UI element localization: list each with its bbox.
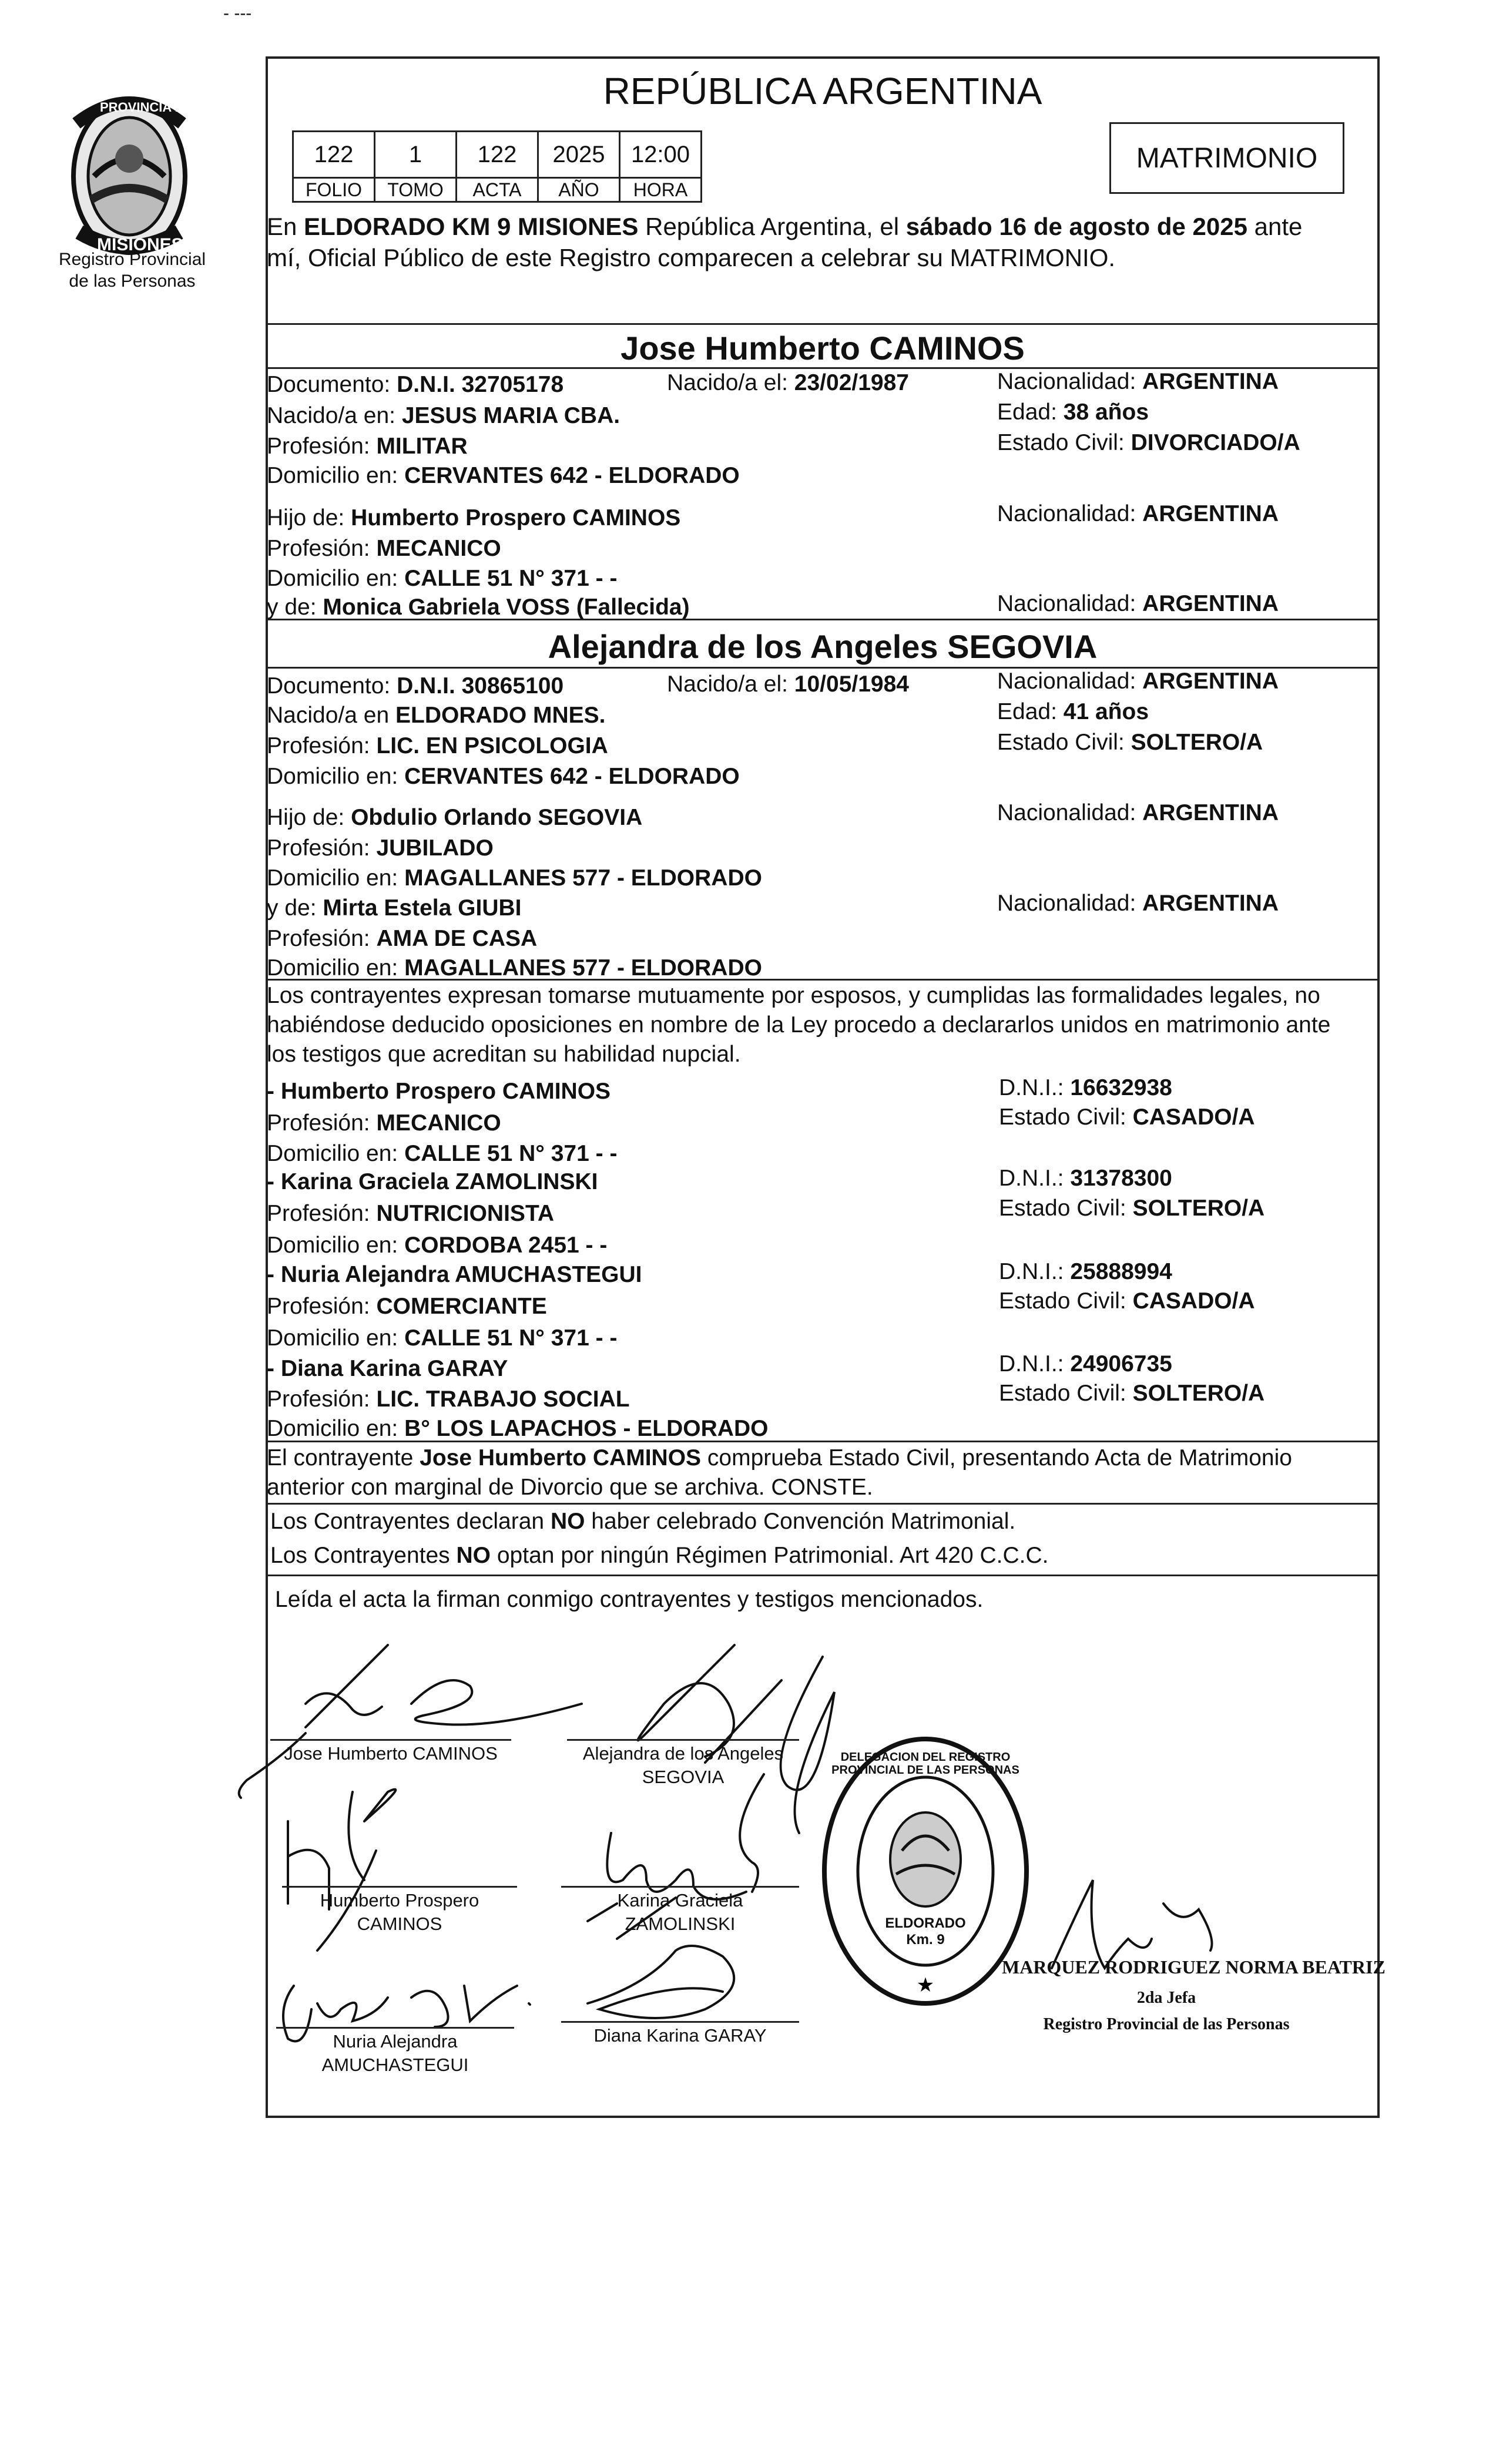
groom-documento: Documento: D.N.I. 32705178 — [267, 372, 564, 397]
ano-value: 2025 — [537, 130, 620, 179]
regime-line-1: Los Contrayentes declaran NO haber celebrado Convención Matrimonial. — [270, 1509, 1016, 1534]
witness-2-domicilio: Domicilio en: CORDOBA 2451 - - — [267, 1233, 608, 1258]
groom-father-domicilio: Domicilio en: CALLE 51 N° 371 - - — [267, 566, 618, 591]
bride-mother-nacionalidad: Nacionalidad: ARGENTINA — [997, 891, 1279, 916]
bride-mother-domicilio: Domicilio en: MAGALLANES 577 - ELDORADO — [267, 955, 762, 981]
witness-3-profesion: Profesión: COMERCIANTE — [267, 1294, 547, 1319]
signature-bride-label-2: SEGOVIA — [642, 1767, 724, 1787]
bride-edad: Edad: 41 años — [997, 699, 1149, 724]
ano-label: AÑO — [537, 177, 620, 203]
groom-father-name: Hijo de: Humberto Prospero CAMINOS — [267, 505, 681, 531]
type-badge: MATRIMONIO — [1109, 122, 1344, 194]
bride-nacido-en: Nacido/a en ELDORADO MNES. — [267, 703, 606, 728]
groom-estado-civil: Estado Civil: DIVORCIADO/A — [997, 430, 1300, 455]
tomo-value: 1 — [374, 130, 457, 179]
official-role: 2da Jefa — [1136, 1989, 1196, 2007]
signature-line-bride — [567, 1739, 799, 1741]
signature-witness-2-label-2: ZAMOLINSKI — [625, 1914, 736, 1934]
signature-witness-3-label-1: Nuria Alejandra — [333, 2031, 458, 2052]
tomo-label: TOMO — [374, 177, 457, 203]
bride-father-domicilio: Domicilio en: MAGALLANES 577 - ELDORADO — [267, 865, 762, 891]
official-org: Registro Provincial de las Personas — [1043, 2015, 1290, 2033]
intro-line-1: En ELDORADO KM 9 MISIONES República Argentina, el sábado 16 de agosto de 2025 ante — [267, 213, 1303, 240]
groom-nacionalidad: Nacionalidad: ARGENTINA — [997, 369, 1279, 394]
logo-caption-2: de las Personas — [69, 271, 196, 291]
witness-3-estado-civil: Estado Civil: CASADO/A — [999, 1288, 1255, 1314]
witness-4-domicilio: Domicilio en: B° LOS LAPACHOS - ELDORADO — [267, 1416, 769, 1441]
bride-estado-civil: Estado Civil: SOLTERO/A — [997, 730, 1263, 755]
bride-father-name: Hijo de: Obdulio Orlando SEGOVIA — [267, 805, 643, 830]
witness-4-estado-civil: Estado Civil: SOLTERO/A — [999, 1381, 1265, 1406]
signature-line-witness-4 — [561, 2021, 799, 2023]
signature-witness-2-label-1: Karina Graciela — [617, 1890, 743, 1911]
intro-line-2: mí, Oficial Público de este Registro comparecen a celebrar su MATRIMONIO. — [267, 244, 1116, 271]
bride-father-profesion: Profesión: JUBILADO — [267, 835, 494, 861]
signature-line-witness-3 — [276, 2027, 514, 2029]
bride-documento: Documento: D.N.I. 30865100 — [267, 673, 564, 699]
bride-nacido-el: Nacido/a el: 10/05/1984 — [667, 672, 909, 697]
page-title: REPÚBLICA ARGENTINA — [603, 70, 1042, 112]
witness-1-name: - Humberto Prospero CAMINOS — [267, 1079, 611, 1104]
signature-witness-4-label: Diana Karina GARAY — [593, 2025, 767, 2046]
top-marks: - --- — [223, 4, 252, 23]
official-name: MARQUEZ RODRIGUEZ NORMA BEATRIZ — [1002, 1956, 1386, 1978]
folio-value: 122 — [292, 130, 375, 179]
witness-1-dni: D.N.I.: 16632938 — [999, 1075, 1172, 1100]
official-stamp — [820, 1733, 1031, 2009]
groom-father-nacionalidad: Nacionalidad: ARGENTINA — [997, 501, 1279, 526]
closing-text: Leída el acta la firman conmigo contrayentes y testigos mencionados. — [275, 1587, 984, 1612]
groom-profesion: Profesión: MILITAR — [267, 434, 468, 459]
witness-1-domicilio: Domicilio en: CALLE 51 N° 371 - - — [267, 1141, 618, 1166]
groom-mother-nacionalidad: Nacionalidad: ARGENTINA — [997, 591, 1279, 616]
note-line-2: anterior con marginal de Divorcio que se archiva. CONSTE. — [267, 1475, 873, 1500]
witness-4-dni: D.N.I.: 24906735 — [999, 1351, 1172, 1377]
bride-father-nacionalidad: Nacionalidad: ARGENTINA — [997, 800, 1279, 825]
witness-1-estado-civil: Estado Civil: CASADO/A — [999, 1105, 1255, 1130]
bride-nacionalidad: Nacionalidad: ARGENTINA — [997, 669, 1279, 694]
witness-4-profesion: Profesión: LIC. TRABAJO SOCIAL — [267, 1387, 630, 1412]
note-line-1: El contrayente Jose Humberto CAMINOS comprueba Estado Civil, presentando Acta de Matrimonio — [267, 1445, 1292, 1471]
signature-line-groom — [270, 1739, 511, 1741]
logo-caption-1: Registro Provincial — [58, 250, 206, 269]
regime-line-2: Los Contrayentes NO optan por ningún Régimen Patrimonial. Art 420 C.C.C. — [270, 1543, 1049, 1568]
declaration-line-1: Los contrayentes expresan tomarse mutuamente por esposos, y cumplidas las formalidades legales, no — [267, 983, 1320, 1008]
folio-label: FOLIO — [292, 177, 375, 203]
signature-groom-label: Jose Humberto CAMINOS — [284, 1743, 498, 1764]
bride-name: Alejandra de los Angeles SEGOVIA — [548, 628, 1098, 665]
witness-3-dni: D.N.I.: 25888994 — [999, 1259, 1172, 1284]
witness-3-domicilio: Domicilio en: CALLE 51 N° 371 - - — [267, 1325, 618, 1351]
groom-mother-name: y de: Monica Gabriela VOSS (Fallecida) — [267, 595, 690, 620]
seal-text-bottom: MISIONES — [97, 235, 183, 254]
bride-profesion: Profesión: LIC. EN PSICOLOGIA — [267, 733, 608, 758]
groom-nacido-el: Nacido/a el: 23/02/1987 — [667, 370, 909, 395]
witness-2-estado-civil: Estado Civil: SOLTERO/A — [999, 1196, 1265, 1221]
hora-label: HORA — [619, 177, 702, 203]
signature-witness-3-label-2: AMUCHASTEGUI — [321, 2055, 469, 2075]
stamp-ring-text: DELEGACION DEL REGISTRO PROVINCIAL DE LAS PERSONAS — [831, 1751, 1019, 1777]
hora-value: 12:00 — [619, 130, 702, 179]
signature-line-witness-2 — [561, 1886, 799, 1888]
acta-value: 122 — [455, 130, 539, 179]
groom-nacido-en: Nacido/a en: JESUS MARIA CBA. — [267, 403, 620, 428]
declaration-line-3: los testigos que acreditan su habilidad nupcial. — [267, 1042, 741, 1067]
bride-mother-profesion: Profesión: AMA DE CASA — [267, 926, 538, 951]
bride-mother-name: y de: Mirta Estela GIUBI — [267, 895, 522, 921]
witness-2-name: - Karina Graciela ZAMOLINSKI — [267, 1169, 598, 1194]
witness-2-dni: D.N.I.: 31378300 — [999, 1166, 1172, 1191]
groom-father-profesion: Profesión: MECANICO — [267, 536, 501, 561]
signature-witness-1-label-2: CAMINOS — [357, 1914, 442, 1934]
groom-domicilio: Domicilio en: CERVANTES 642 - ELDORADO — [267, 463, 740, 488]
groom-name: Jose Humberto CAMINOS — [620, 330, 1025, 367]
witness-4-name: - Diana Karina GARAY — [267, 1356, 508, 1381]
witness-3-name: - Nuria Alejandra AMUCHASTEGUI — [267, 1262, 642, 1287]
stamp-inner-text: ELDORADO Km. 9 — [885, 1915, 966, 1948]
signature-witness-1-label-1: Humberto Prospero — [320, 1890, 479, 1911]
seal-text-top: PROVINCIA DE — [100, 100, 193, 115]
witness-1-profesion: Profesión: MECANICO — [267, 1110, 501, 1136]
signature-bride-label-1: Alejandra de los Angeles — [582, 1743, 784, 1764]
groom-edad: Edad: 38 años — [997, 400, 1149, 425]
bride-domicilio: Domicilio en: CERVANTES 642 - ELDORADO — [267, 764, 740, 789]
svg-text:★: ★ — [916, 1973, 935, 1997]
witness-2-profesion: Profesión: NUTRICIONISTA — [267, 1201, 555, 1226]
acta-label: ACTA — [455, 177, 539, 203]
signature-line-witness-1 — [282, 1886, 517, 1888]
declaration-line-2: habiéndose deducido oposiciones en nombre de la Ley procedo a declararlos unidos en matrimonio ante — [267, 1012, 1331, 1038]
